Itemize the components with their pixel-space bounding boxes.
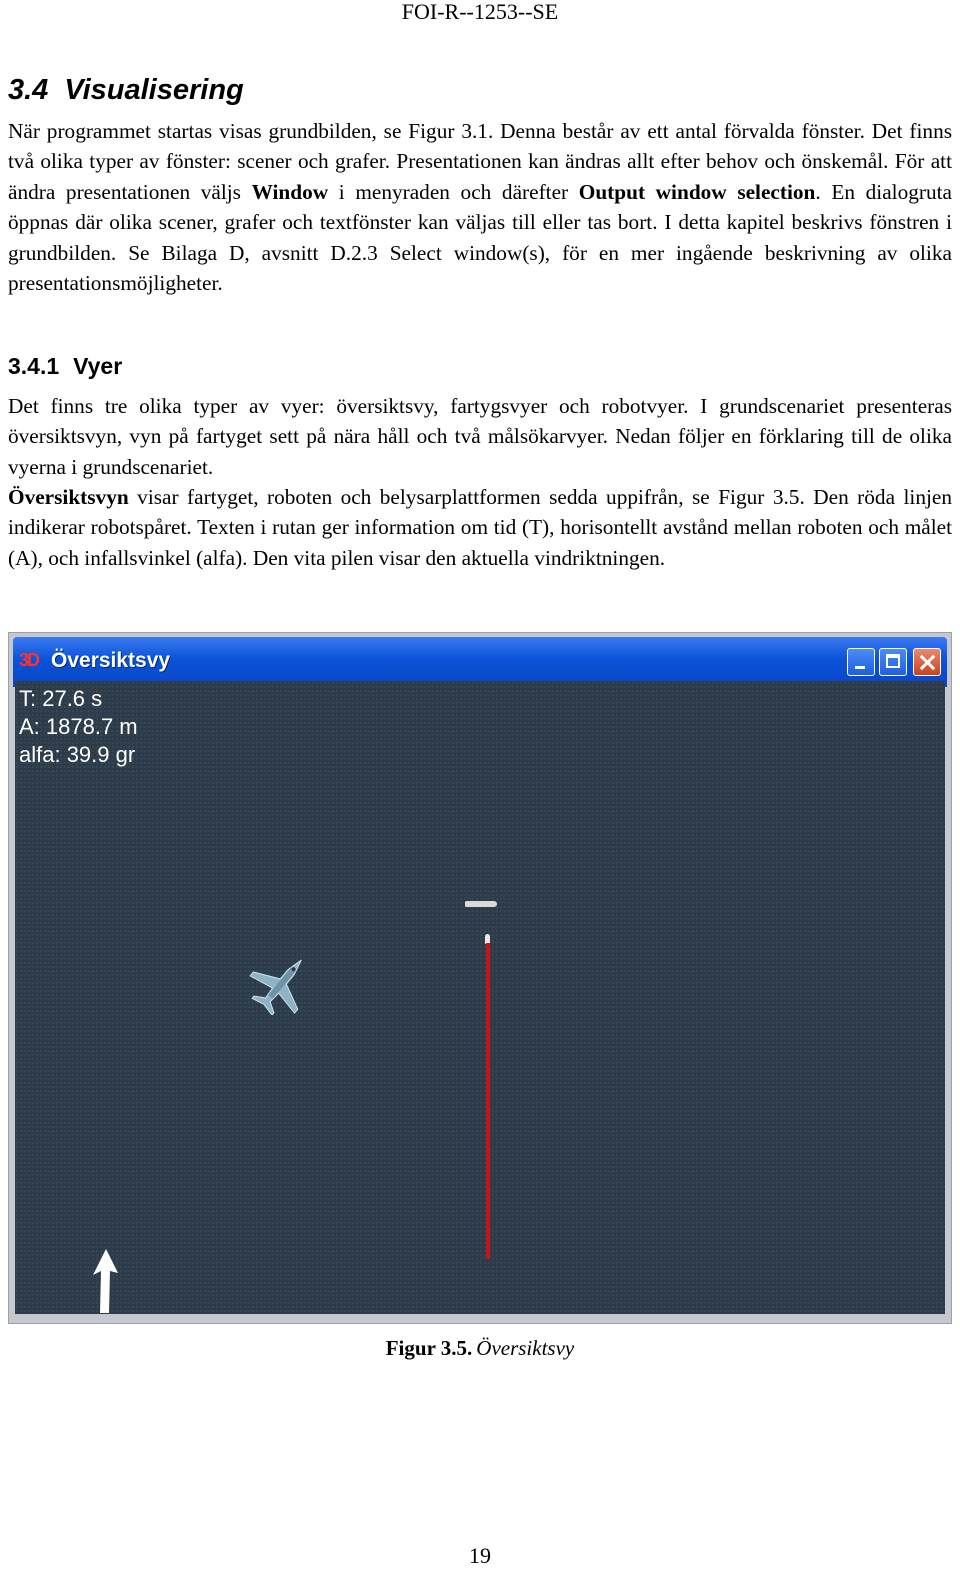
overview-window-screenshot [8, 632, 952, 1324]
document-id-header: FOI-R--1253--SE [401, 0, 559, 24]
views-paragraph: Det finns tre olika typer av vyer: översiktsvy, fartygsvyer och robotvyer. I grundscenariet presenteras översiktsvyn, vyn på fartyget sett på nära håll och två målsökarvyer. Nedan följer en förklaring till de olika vyerna i grundscenariet. [8, 394, 952, 479]
app-3d-icon: 3D [19, 650, 39, 670]
missile-trail-line [486, 943, 490, 1259]
intro-text-3: . En dialogruta öppnas där olika scener, grafer och textfönster kan väljas till eller tas bort. I detta kapitel beskrivs fönstren i grundbilden. Se Bilaga D, avsnitt D.2.3 Select window(s), för en mer ingående beskrivning av olika presentationsmöjligheter. [8, 179, 952, 296]
window-titlebar[interactable] [13, 637, 947, 687]
intro-text-1: När programmet startas visas grundbilden, se Figur 3.1. Denna består av ett antal förvalda fönster. Det finns två olika typer av fönster: scener och grafer. Presentationen kan ändras allt efter behov och önskemål. För att ändra presentationen väljs [8, 119, 952, 204]
hud-angle: alfa: 39.9 gr [19, 742, 136, 767]
overview-paragraph [8, 482, 952, 573]
page-number: 19 [469, 1543, 491, 1568]
window-menu-term: Window [251, 179, 329, 204]
hud-time: T: 27.6 s [19, 686, 103, 711]
minimize-button[interactable] [847, 648, 875, 676]
overview-text: visar fartyget, roboten och belysarplattformen sedda uppifrån, se Figur 3.5. Den röda linjen indikerar robotspåret. Texten i rutan ger information om tid (T), horisontellt avstånd mellan roboten och målet (A), och infallsvinkel (alfa). Den vita pilen visar den aktuella vindriktningen. [8, 485, 952, 570]
close-button[interactable] [913, 648, 941, 676]
subsection-title: Vyer [73, 353, 123, 379]
overview-scene-viewport[interactable] [15, 681, 945, 1314]
aircraft-icon [249, 951, 315, 1015]
section-heading [8, 74, 244, 107]
subsection-number: 3.4.1 [8, 353, 60, 379]
section-number: 3.4 [8, 74, 49, 106]
overview-term: Översiktsvyn [8, 485, 129, 509]
figure-caption-text: Översiktsvy [476, 1336, 575, 1360]
maximize-button[interactable] [879, 648, 907, 676]
intro-paragraph [8, 116, 952, 298]
figure-caption-label: Figur 3.5. [385, 1336, 473, 1360]
window-title: Översiktsvy [51, 649, 171, 672]
section-title: Visualisering [64, 74, 244, 106]
intro-text-2: i menyraden och därefter [328, 179, 579, 204]
hud-distance: A: 1878.7 m [19, 714, 138, 739]
ship-icon [465, 901, 497, 907]
wind-arrow-icon [91, 1248, 119, 1314]
subsection-heading [8, 353, 122, 380]
output-window-selection-term: Output window selection [578, 179, 816, 204]
figure-caption [0, 1336, 960, 1361]
hud-info-box [19, 685, 138, 769]
